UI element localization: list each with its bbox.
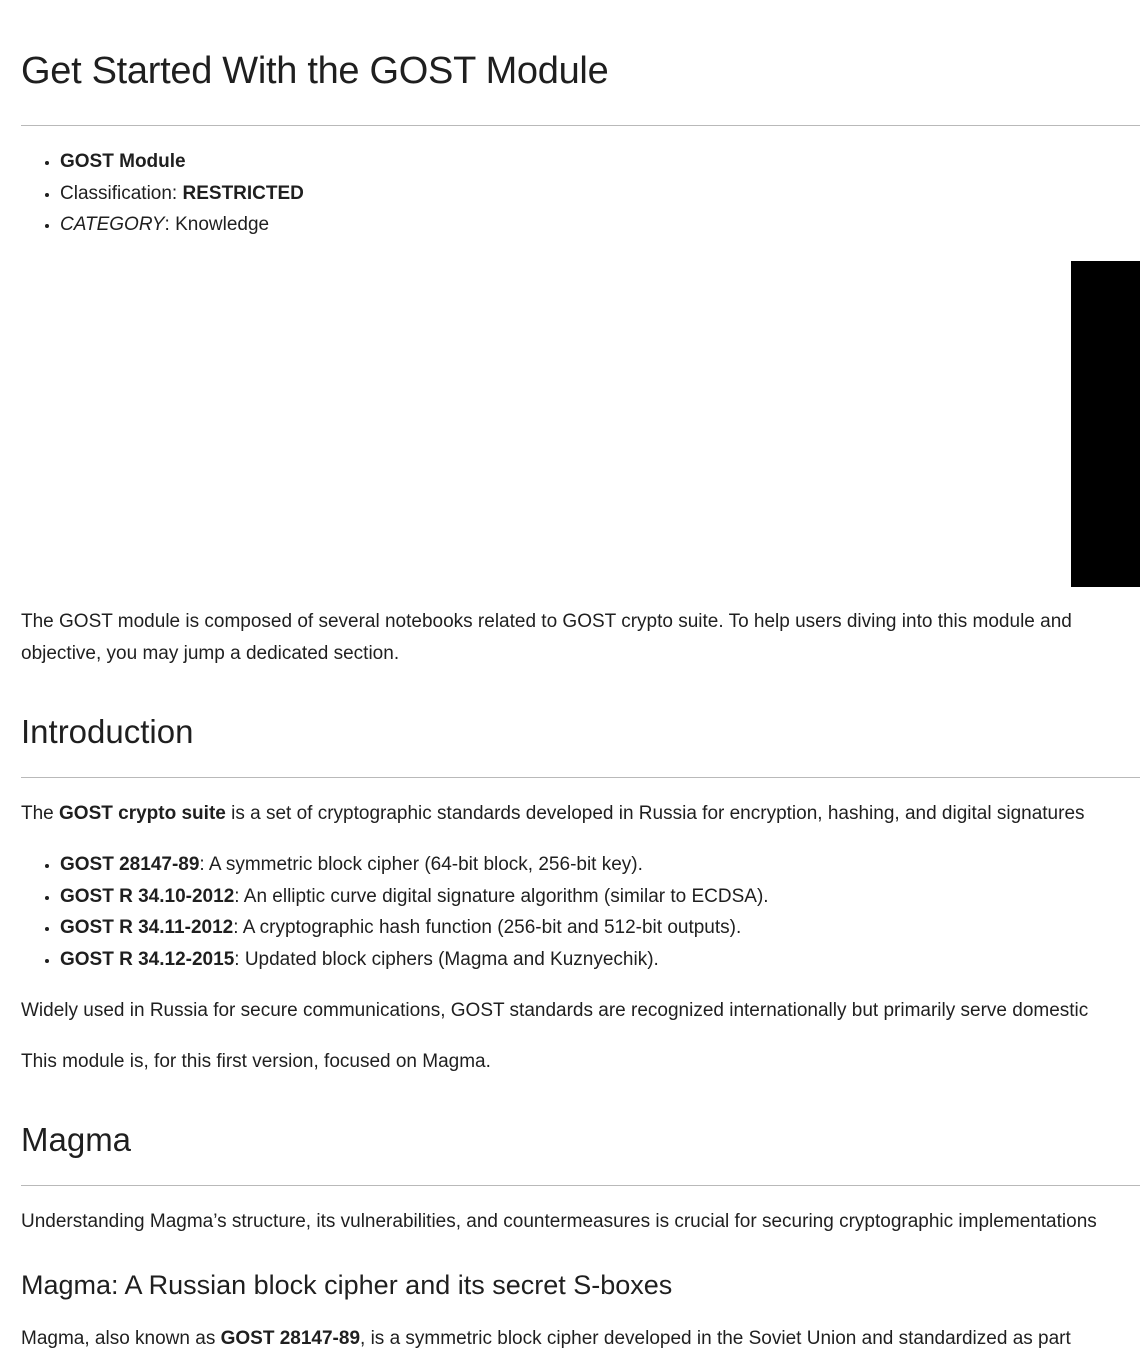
- standard-name: GOST R 34.11-2012: [60, 917, 234, 939]
- list-item: [60, 944, 769, 976]
- category-value: : Knowledge: [164, 214, 270, 236]
- gost-suite-suffix: is a set of cryptographic standards developed in Russia for encryption, hashing, and digital signatures: [225, 803, 1085, 824]
- gost-suite-prefix: The: [21, 803, 60, 824]
- list-item: [60, 912, 769, 944]
- magma-structure-paragraph: Understanding Magma’s structure, its vulnerabilities, and countermeasures is crucial for securing cryptographic implementations: [21, 1211, 1097, 1232]
- magma-description-paragraph: [21, 1323, 1071, 1354]
- intro-paragraph: [21, 606, 1072, 670]
- module-focus-paragraph: This module is, for this first version, focused on Magma.: [21, 1051, 491, 1072]
- classification-item: [60, 178, 304, 210]
- classification-value: RESTRICTED: [182, 182, 304, 204]
- introduction-heading: Introduction: [21, 713, 194, 750]
- list-item: [60, 881, 769, 913]
- list-item: [60, 849, 769, 881]
- standard-desc: : Updated block ciphers (Magma and Kuznyechik).: [234, 948, 659, 970]
- page-title: Get Started With the GOST Module: [21, 50, 609, 92]
- magma-desc-prefix: Magma, also known as: [21, 1328, 221, 1349]
- embedded-image: [1071, 261, 1140, 587]
- magma-desc-bold: GOST 28147-89: [220, 1328, 361, 1349]
- standard-name: GOST R 34.12-2015: [60, 948, 235, 970]
- category-label: CATEGORY: [60, 214, 165, 236]
- standard-desc: : An elliptic curve digital signature algorithm (similar to ECDSA).: [234, 885, 769, 907]
- title-divider: [21, 125, 1140, 126]
- standard-desc: : A cryptographic hash function (256-bit and 512-bit outputs).: [233, 917, 742, 939]
- standard-name: GOST R 34.10-2012: [60, 885, 235, 907]
- magma-divider: [21, 1185, 1140, 1186]
- module-meta-list: [21, 146, 304, 241]
- intro-line-2: objective, you may jump a dedicated section.: [21, 643, 400, 664]
- standard-name: GOST 28147-89: [60, 854, 200, 875]
- gost-suite-paragraph: [21, 798, 1085, 830]
- introduction-divider: [21, 777, 1140, 778]
- magma-subheading: Magma: A Russian block cipher and its secret S-boxes: [21, 1270, 673, 1300]
- widely-used-paragraph: Widely used in Russia for secure communications, GOST standards are recognized internationally but primarily serve domestic: [21, 1000, 1089, 1021]
- module-name: GOST Module: [60, 151, 186, 172]
- module-name-item: [60, 146, 304, 178]
- classification-label: Classification:: [60, 182, 183, 204]
- intro-line-1: The GOST module is composed of several notebooks related to GOST crypto suite. To help users diving into this module and: [21, 611, 1072, 632]
- magma-desc-suffix: , is a symmetric block cipher developed in the Soviet Union and standardized as part: [360, 1328, 1071, 1349]
- category-item: [60, 209, 304, 241]
- gost-standards-list: [21, 849, 769, 975]
- standard-desc: : A symmetric block cipher (64-bit block, 256-bit key).: [199, 854, 643, 875]
- magma-heading: Magma: [21, 1121, 132, 1158]
- gost-suite-bold: GOST crypto suite: [59, 803, 226, 824]
